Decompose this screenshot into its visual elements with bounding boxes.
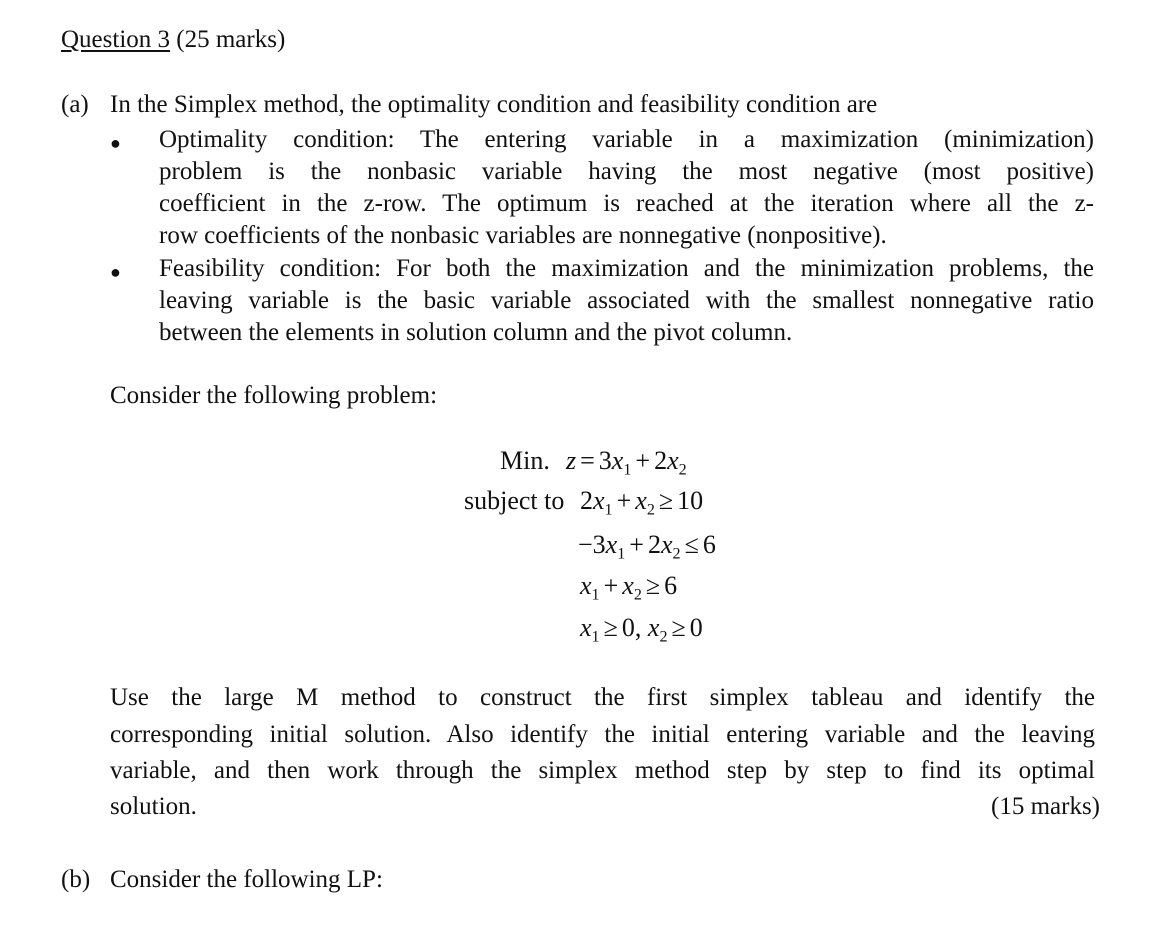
part-a-marker: (a) <box>61 91 89 118</box>
task-line-4: solution. <box>110 793 197 820</box>
part-b-text: Consider the following LP: <box>110 866 383 893</box>
task-line-3: variable, and then work through the simplex method step by step to find its optimal <box>110 757 1095 784</box>
feasibility-line-2: leaving variable is the basic variable associated with the smallest nonnegative ratio <box>159 287 1094 314</box>
task-line-2: corresponding initial solution. Also identify the initial entering variable and the leaving <box>110 721 1095 748</box>
bullet-icon: ● <box>110 133 121 153</box>
task-line-1: Use the large M method to construct the first simplex tableau and identify the <box>110 684 1095 711</box>
part-a-intro: In the Simplex method, the optimality condition and feasibility condition are <box>110 91 878 118</box>
question-heading <box>61 26 285 54</box>
feasibility-line-3: between the elements in solution column and the pivot column. <box>159 319 793 346</box>
optimality-line-3: coefficient in the z-row. The optimum is reached at the iteration where all the z- <box>159 190 1094 217</box>
nonnegativity-constraint: $x_1 \ge 0$, $x_2 \ge 0$ <box>580 613 703 646</box>
optimality-line-4: row coefficients of the nonbasic variables are nonnegative (nonpositive). <box>159 222 887 249</box>
task-marks: (15 marks) <box>991 793 1100 820</box>
subject-to-label: subject to <box>464 486 565 515</box>
question-marks: (25 marks) <box>176 26 286 53</box>
constraint-2: $-3x_1 + 2x_2 \le 6$ <box>578 530 716 563</box>
bullet-icon: ● <box>110 262 121 282</box>
consider-problem: Consider the following problem: <box>110 382 438 409</box>
question-label: Question 3 <box>61 26 171 53</box>
optimality-line-2: problem is the nonbasic variable having the most negative (most positive) <box>159 158 1094 185</box>
objective-label: Min. <box>500 446 550 475</box>
objective-function: $z = 3x_1 + 2x_2$ <box>566 446 687 479</box>
optimality-line-1: Optimality condition: The entering variable in a maximization (minimization) <box>159 126 1094 153</box>
constraint-3: $x_1 + x_2 \ge 6$ <box>580 571 678 604</box>
part-b-marker: (b) <box>61 866 91 893</box>
feasibility-line-1: Feasibility condition: For both the maximization and the minimization problems, the <box>159 255 1094 282</box>
constraint-1: $2x_1 + x_2 \ge 10$ <box>580 486 704 519</box>
